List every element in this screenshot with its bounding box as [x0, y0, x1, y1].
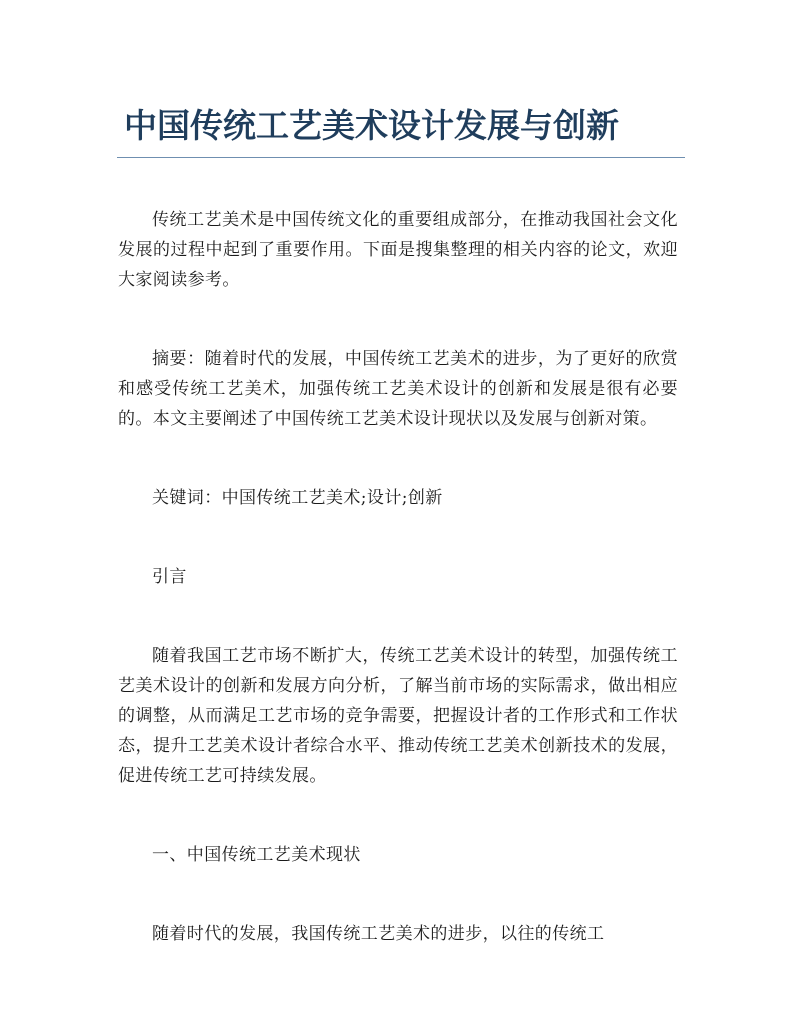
- section-heading-introduction: 引言: [152, 567, 187, 587]
- title-underline: [117, 157, 685, 158]
- keywords-paragraph: 关键词：中国传统工艺美术;设计;创新: [152, 488, 443, 508]
- document-title: 中国传统工艺美术设计发展与创新: [124, 106, 619, 145]
- introduction-paragraph: 随着我国工艺市场不断扩大，传统工艺美术设计的转型，加强传统工艺美术设计的创新和发展方向分析，了解当前市场的实际需求，做出相应的调整，从而满足工艺市场的竞争需要，把握设计者的工作形式和工作状态，提升工艺美术设计者综合水平、推动传统工艺美术创新技术的发展，促进传统工艺可持续发展。: [118, 646, 678, 786]
- section-1-paragraph: 随着时代的发展，我国传统工艺美术的进步，以往的传统工: [152, 924, 605, 944]
- section-heading-1: 一、中国传统工艺美术现状: [152, 845, 361, 865]
- intro-paragraph: 传统工艺美术是中国传统文化的重要组成部分，在推动我国社会文化发展的过程中起到了重要作用。下面是搜集整理的相关内容的论文，欢迎大家阅读参考。: [118, 210, 678, 290]
- abstract-paragraph: 摘要：随着时代的发展，中国传统工艺美术的进步，为了更好的欣赏和感受传统工艺美术，加强传统工艺美术设计的创新和发展是很有必要的。本文主要阐述了中国传统工艺美术设计现状以及发展与创新对策。: [118, 349, 678, 429]
- document-body: [118, 205, 678, 949]
